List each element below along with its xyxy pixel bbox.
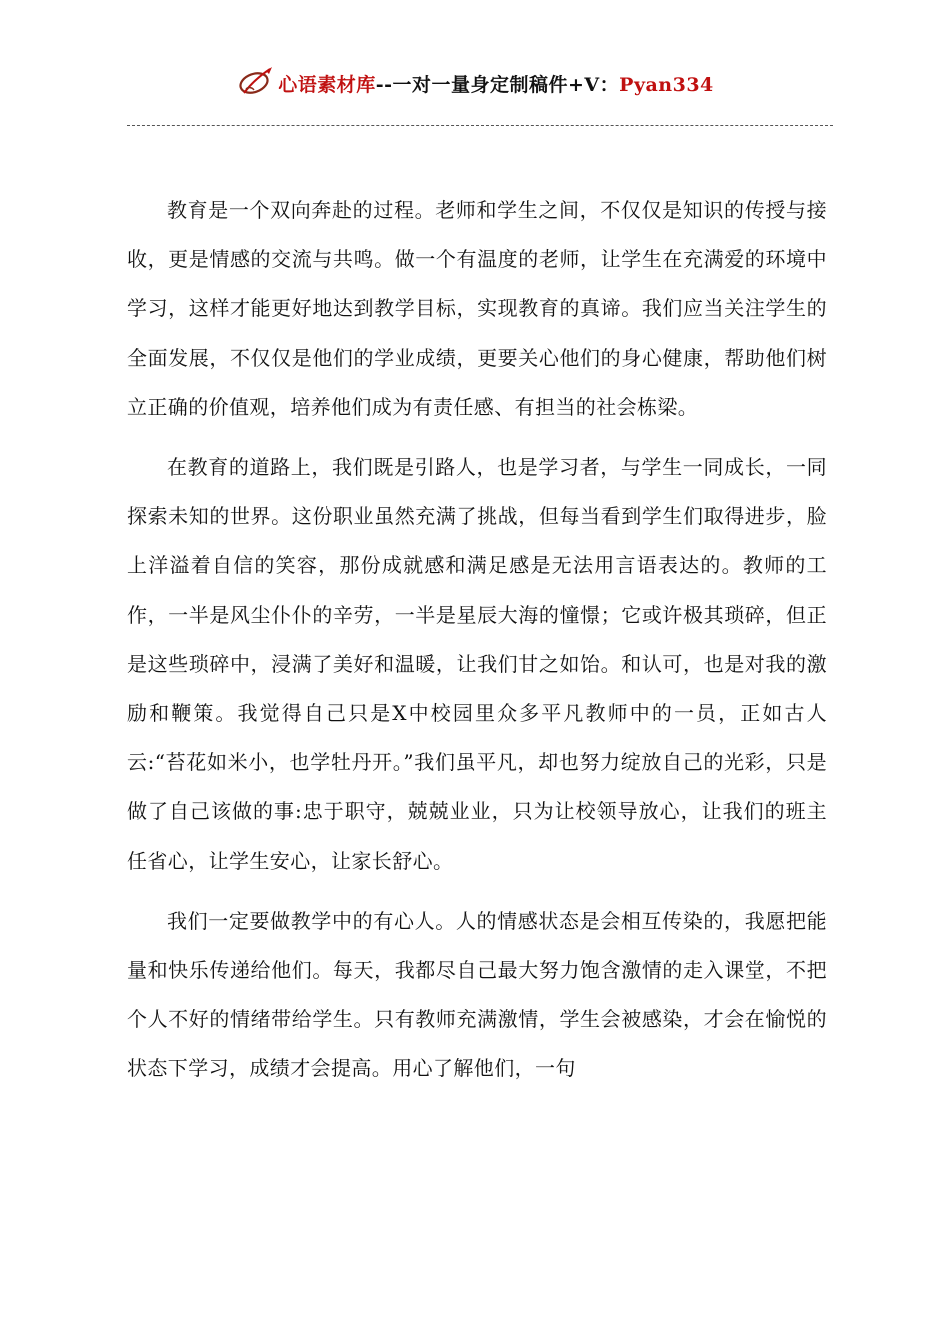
paragraph: 我们一定要做教学中的有心人。人的情感状态是会相互传染的，我愿把能量和快乐传递给他们。每天，我都尽自己最大努力饱含激情的走入课堂，不把个人不好的情绪带给学生。只有教师充满激情，学生会被感染，才会在愉悦的状态下学习，成绩才会提高。用心了解他们，一句 xyxy=(127,908,827,1081)
paragraph: 在教育的道路上，我们既是引路人，也是学习者，与学生一同成长，一同探索未知的世界。这份职业虽然充满了挑战，但每当看到学生们取得进步，脸上洋溢着自信的笑容，那份成就感和满足感是无法用言语表达的。教师的工作，一半是风尘仆仆的辛劳，一半是星辰大海的憧憬；它或许极其琐碎，但正是这些琐碎中，浸满了美好和温暖，让我们甘之如饴。和认可，也是对我的激励和鞭策。我觉得自己只是X中校园里众多平凡教师中的一员，正如古人云:“苔花如米小，也学牡丹开。”我们虽平凡，却也努力绽放自己的光彩，只是做了自己该做的事:忠于职守，兢兢业业，只为让校领导放心，让我们的班主任省心，让学生安心，让家长舒心。 xyxy=(127,455,827,873)
scroll-quill-logo-icon xyxy=(236,63,276,103)
header-slogan: --一对一量身定制稿件+V： xyxy=(375,73,620,96)
contact-id: Pyan334 xyxy=(619,73,714,96)
brand-name: 心语素材库 xyxy=(278,73,376,96)
paragraph: 教育是一个双向奔赴的过程。老师和学生之间，不仅仅是知识的传授与接收，更是情感的交流与共鸣。做一个有温度的老师，让学生在充满爱的环境中学习，这样才能更好地达到教学目标，实现教育的真谛。我们应当关注学生的全面发展，不仅仅是他们的学业成绩，更要关心他们的身心健康，帮助他们树立正确的价值观，培养他们成为有责任感、有担当的社会栋梁。 xyxy=(127,198,827,419)
page-header xyxy=(0,58,950,108)
document-body xyxy=(127,186,827,1105)
header-title xyxy=(278,70,714,97)
header-divider xyxy=(127,125,833,126)
